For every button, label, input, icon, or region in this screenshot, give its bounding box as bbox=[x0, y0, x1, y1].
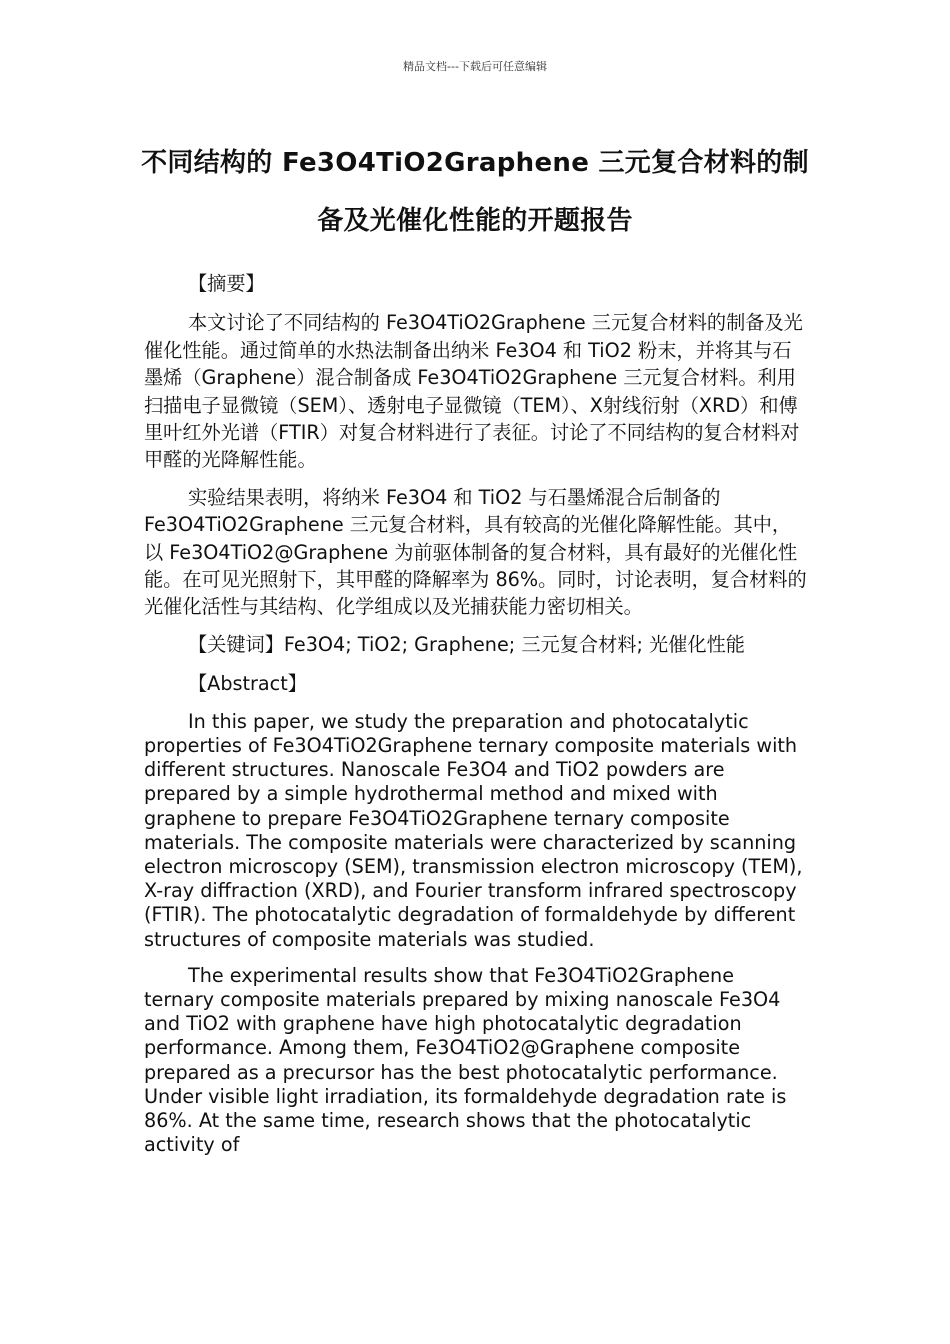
document-body bbox=[144, 270, 808, 1169]
abstract-en-heading: 【Abstract】 bbox=[188, 672, 307, 696]
abstract-cn-heading: 【摘要】 bbox=[188, 272, 265, 295]
keywords-cn: 【关键词】Fe3O4; TiO2; Graphene; 三元复合材料; 光催化性能 bbox=[188, 632, 745, 656]
title-line-2: 备及光催化性能的开题报告 bbox=[317, 206, 633, 236]
abstract-en-paragraph-2: The experimental results show that Fe3O4TiO2Graphene ternary composite materials prepared by mixing nanoscale Fe3O4 and TiO2 with graphene have high photocatalytic degradation performance. Among them, Fe3O4TiO2@Graphene composite prepared as a precursor has the best photocatalytic performance. Under visible light irradiation, its formaldehyde degradation rate is 86%. At the same time, research shows that the photocatalytic activity of bbox=[144, 963, 787, 1157]
title-line-1: 不同结构的 Fe3O4TiO2Graphene 三元复合材料的制 bbox=[141, 148, 809, 178]
page-header: 精品文档---下载后可任意编辑 bbox=[403, 60, 547, 73]
document-title bbox=[130, 134, 820, 250]
abstract-cn-paragraph-1: 本文讨论了不同结构的 Fe3O4TiO2Graphene 三元复合材料的制备及光催化性能。通过简单的水热法制备出纳米 Fe3O4 和 TiO2 粉末，并将其与石墨烯（Graphene）混合制备成 Fe3O4TiO2Graphene 三元复合材料。利用扫描电子显微镜（SEM）、透射电子显微镜（TEM）、X射线衍射（XRD）和傅里叶红外光谱（FTIR）对复合材料进行了表征。讨论了不同结构的复合材料对甲醛的光降解性能。 bbox=[144, 311, 803, 472]
abstract-cn-paragraph-2: 实验结果表明，将纳米 Fe3O4 和 TiO2 与石墨烯混合后制备的 Fe3O4TiO2Graphene 三元复合材料，具有较高的光催化降解性能。其中，以 Fe3O4TiO2@Graphene 为前驱体制备的复合材料，具有最好的光催化性能。在可见光照射下，其甲醛的降解率为 86%。同时，讨论表明，复合材料的光催化活性与其结构、化学组成以及光捕获能力密切相关。 bbox=[144, 485, 807, 619]
abstract-en-paragraph-1: In this paper, we study the preparation and photocatalytic properties of Fe3O4TiO2Graphene ternary composite materials with different structures. Nanoscale Fe3O4 and TiO2 powders are prepared by a simple hydrothermal method and mixed with graphene to prepare Fe3O4TiO2Graphene ternary composite materials. The composite materials were characterized by scanning electron microscopy (SEM), transmission electron microscopy (TEM), X-ray diffraction (XRD), and Fourier transform infrared spectroscopy (FTIR). The photocatalytic degradation of formaldehyde by different structures of composite materials was studied. bbox=[144, 709, 803, 951]
